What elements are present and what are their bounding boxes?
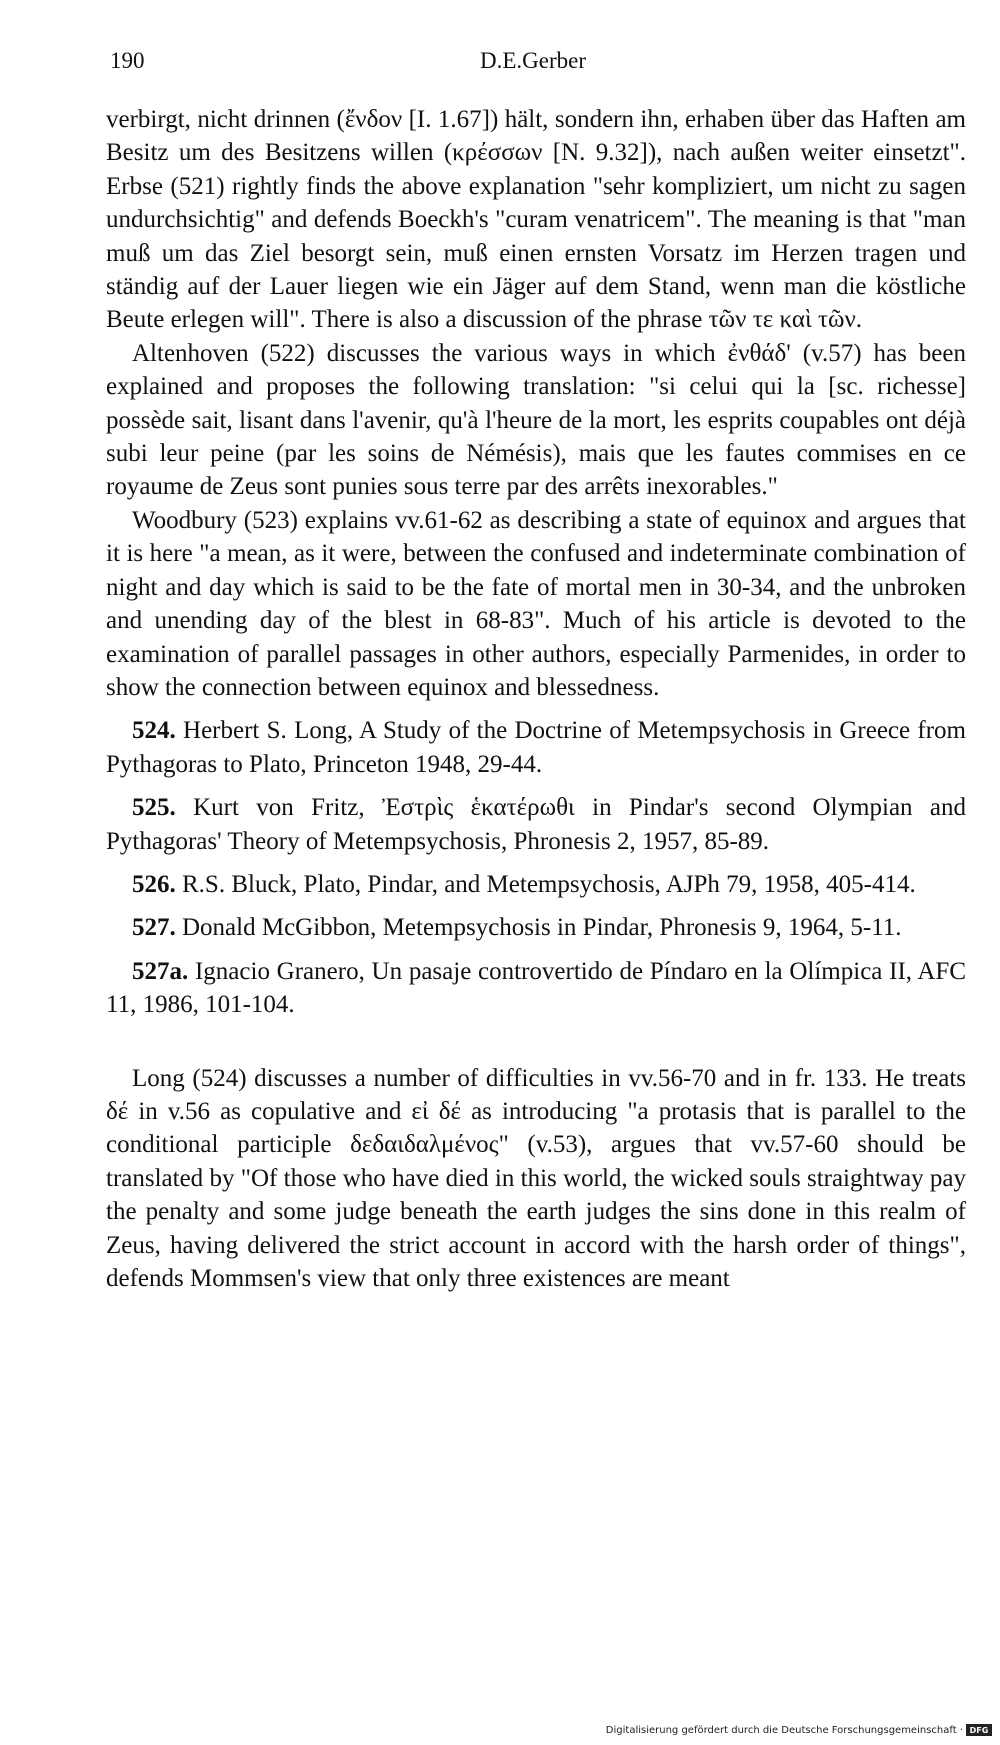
bibliography-entry-526 bbox=[106, 868, 966, 901]
page-body bbox=[106, 103, 966, 1295]
page-header bbox=[110, 48, 890, 82]
paragraph-altenhoven: Altenhoven (522) discusses the various ways in which ἐνθάδ' (v.57) has been explained and proposes the following translation: "si celui qui la [sc. richesse] possède sait, lisant dans l'avenir, qu'à l'heure de la mort, les esprits coupables ont déjà subi leur peine (par les soins de Némésis), mais que les fautes commises en ce royaume de Zeus sont punies sous terre par des arrêts inexorables." bbox=[106, 339, 966, 501]
bibliography-entry-527 bbox=[106, 911, 966, 944]
section-spacer bbox=[106, 1022, 966, 1062]
entry-number: 525. bbox=[132, 794, 176, 822]
entry-text: Donald McGibbon, Metempsychosis in Pindar, Phronesis 9, 1964, 5-11. bbox=[182, 914, 902, 942]
bibliography-entry-525 bbox=[106, 791, 966, 858]
entry-number: 527. bbox=[132, 914, 176, 942]
paragraph-woodbury: Woodbury (523) explains vv.61-62 as describing a state of equinox and argues that it is here "a mean, as it were, between the confused and indeterminate combination of night and day which is said to be the fate of mortal men in 30-34, and the unbroken and unending day of the blest in 68-83". Much of his article is devoted to the examination of parallel passages in other authors, especially Parmenides, in order to show the connection between equinox and blessedness. bbox=[106, 506, 966, 701]
entry-text: R.S. Bluck, Plato, Pindar, and Metempsychosis, AJPh 79, 1958, 405-414. bbox=[182, 870, 916, 898]
entry-number: 524. bbox=[132, 717, 176, 745]
paragraph-long: Long (524) discusses a number of difficulties in vv.56-70 and in fr. 133. He treats δέ in v.56 as copulative and εἰ δέ as introducing "a protasis that is parallel to the conditional participle δεδαιδαλμένος" (v.53), argues that vv.57-60 should be translated by "Of those who have died in this world, the wicked souls straightway pay the penalty and some judge beneath the earth judges the sins done in this realm of Zeus, having delivered the strict account in accord with the harsh order of things", defends Mommsen's view that only three existences are meant bbox=[106, 1064, 966, 1292]
entry-text: Herbert S. Long, A Study of the Doctrine of Metempsychosis in Greece from Pythagoras to Plato, Princeton 1948, 29-44. bbox=[106, 717, 967, 778]
dfg-logo-icon: DFG bbox=[966, 1724, 992, 1736]
digitization-footer bbox=[606, 1721, 992, 1739]
entry-text: Kurt von Fritz, Ἐστρὶς ἑκατέρωθι in Pindar's second Olympian and Pythagoras' Theory of Metempsychosis, Phronesis 2, 1957, 85-89. bbox=[106, 794, 966, 855]
bibliography-entry-524 bbox=[106, 714, 966, 781]
footer-text: Digitalisierung gefördert durch die Deutsche Forschungsgemeinschaft · bbox=[605, 1724, 963, 1736]
page-number: 190 bbox=[110, 48, 145, 73]
paragraph-erbse: verbirgt, nicht drinnen (ἔνδον [I. 1.67]) hält, sondern ihn, erhaben über das Haften am Besitz um des Besitzens willen (κρέσσων [N. 9.32]), nach außen weiter einsetzt". Erbse (521) rightly finds the above explanation "sehr kompliziert, um nicht zu sagen undurchsichtig" and defends Boeckh's "curam venatricem". The meaning is that "man muß um das Ziel besorgt sein, muß einen ernsten Vorsatz im Herzen tragen und ständig auf der Lauer liegen wie ein Jäger auf dem Stand, wenn man die köstliche Beute erlegen will". There is also a discussion of the phrase τῶν τε καὶ τῶν. bbox=[106, 106, 966, 334]
running-head: D.E.Gerber bbox=[480, 48, 587, 73]
bibliography-entry-527a bbox=[106, 955, 966, 1022]
entry-text: Ignacio Granero, Un pasaje controvertido de Píndaro en la Olímpica II, AFC 11, 1986, 101-104. bbox=[106, 957, 967, 1019]
entry-number: 526. bbox=[132, 870, 176, 898]
entry-number: 527a. bbox=[132, 957, 189, 985]
